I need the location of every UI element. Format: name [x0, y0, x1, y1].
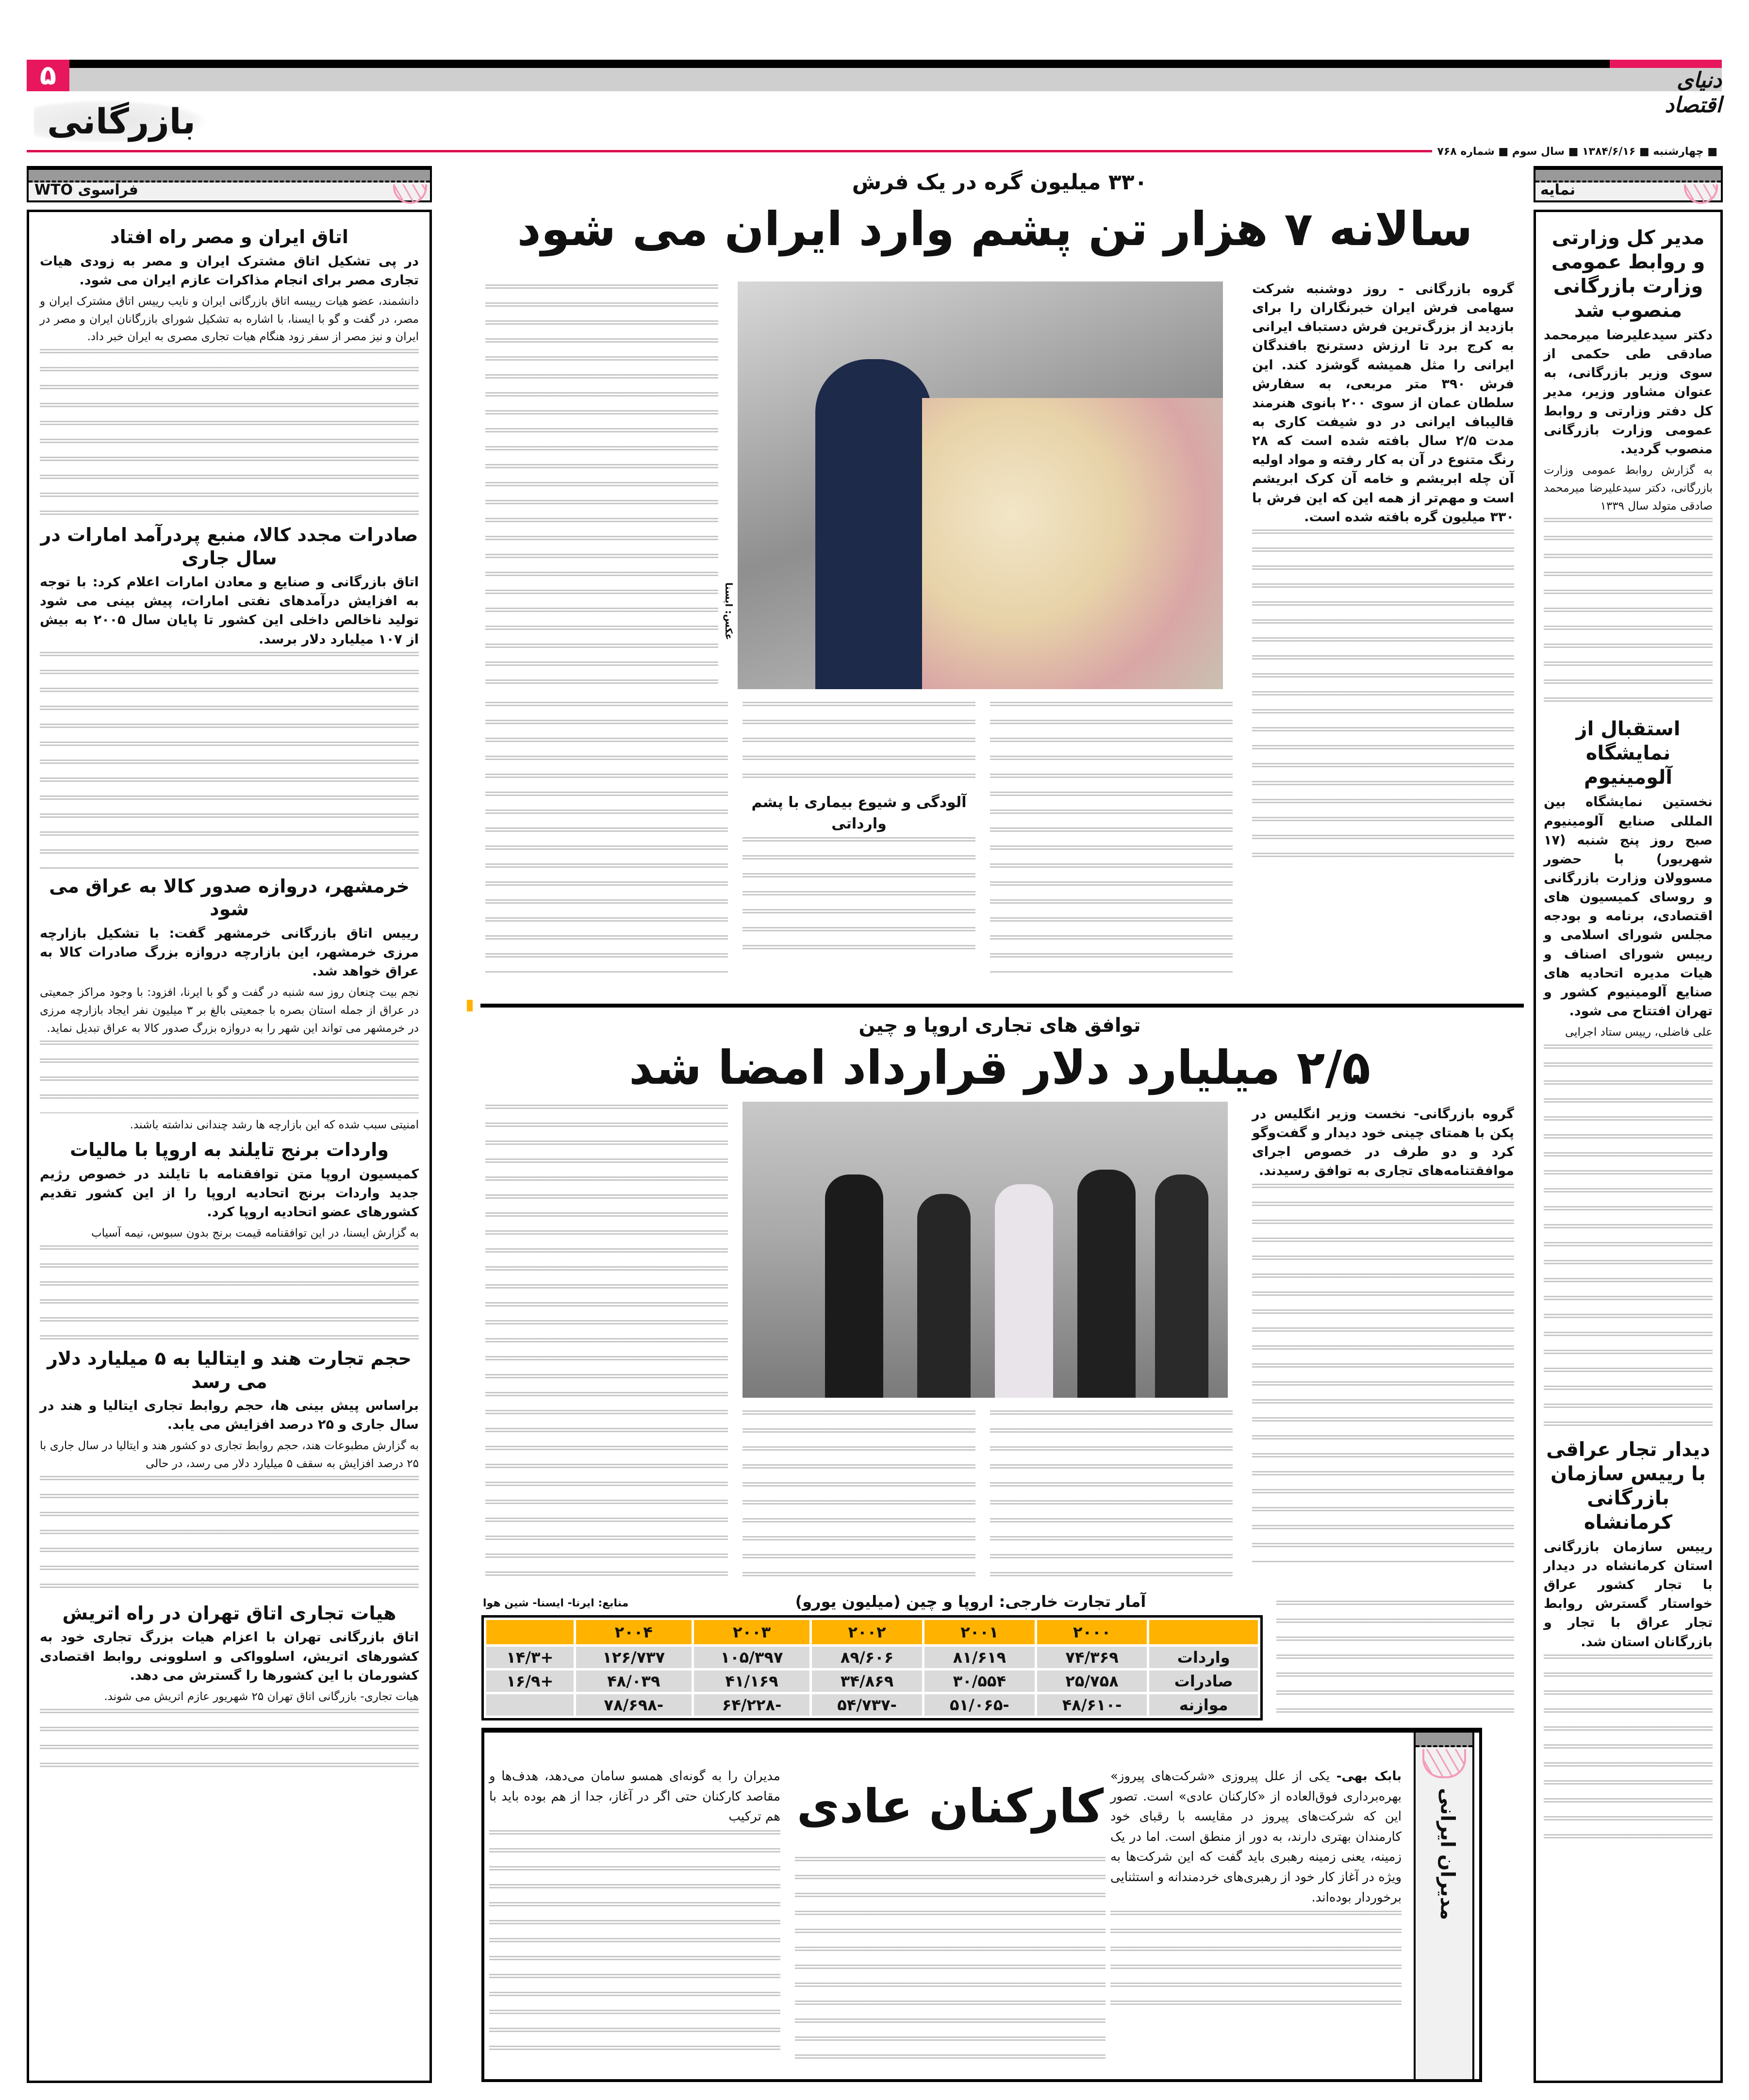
- article-headline: سالانه ۷ هزار تن پشم وارد ایران می شود: [517, 202, 1473, 256]
- news-body: علی فاضلی، رییس ستاد اجرایی: [1565, 1026, 1713, 1039]
- person-figure: [825, 1174, 883, 1398]
- globe-icon: [1684, 184, 1718, 204]
- article-lead-column: [1252, 1102, 1514, 1565]
- wool-bales: [922, 398, 1223, 689]
- article-column: [485, 281, 718, 690]
- article-column: [1276, 1598, 1514, 1720]
- news-lead: اتاق بازرگانی و صنایع و معادن امارات اعلام کرد: با توجه به افزایش درآمدهای نفتی امارات، پیش بینی می شود تولید ناخالص داخلی این کشور تا پایان سال ۲۰۰۵ به بیش از ۱۰۷ میلیارد دلار برسد.: [40, 575, 419, 647]
- article-column: [990, 699, 1233, 976]
- table-cell: ۸۹/۶۰۶: [812, 1647, 922, 1668]
- feature-column: [1110, 1767, 1402, 2020]
- news-body: به گزارش روابط عمومی وزارت بازرگانی، دکتر سیدعلیرضا میرمحمد صادقی متولد سال ۱۳۳۹: [1544, 463, 1713, 513]
- news-body: دانشمند، عضو هیات رییسه اتاق بازرگانی ایران و نایب رییس اتاق مشترک ایران و مصر، در گفت و گو با ایسنا، با اشاره به تشکیل شورای بازرگانان ایران و مصر در ایران و نیز مصر از سفر زود هنگام هیات تجاری مصری به ایران خبر داد.: [40, 295, 419, 344]
- row-label: واردات: [1149, 1647, 1258, 1668]
- article-column: [742, 699, 975, 961]
- column-label: فراسوی WTO: [34, 182, 138, 198]
- column-header: ۲۰۰۳: [694, 1620, 809, 1644]
- wool-photo: [738, 281, 1223, 689]
- byline: بابک بهی-: [1336, 1769, 1402, 1784]
- masthead-band: [69, 68, 1722, 91]
- person-figure: [1155, 1174, 1208, 1398]
- accent-block: [1610, 60, 1722, 68]
- right-column-header: [1534, 166, 1723, 202]
- trade-table: [481, 1615, 1263, 1720]
- table-header-row: [486, 1620, 1258, 1644]
- news-title: استقبال از نمایشگاه آلومینیوم: [1576, 718, 1681, 789]
- table-cell: -۷۸/۶۹۸: [576, 1694, 692, 1716]
- column-label: نمایه: [1540, 182, 1576, 198]
- news-item: [40, 1602, 419, 1767]
- article-column: [990, 1407, 1233, 1588]
- table-cell: ۳۴/۸۶۹: [812, 1670, 922, 1692]
- news-lead: رییس اتاق بازرگانی خرمشهر گفت: با تشکیل بازارچه مرزی خرمشهر، این بازارچه دروازه بزرگ صادرات کالا به عراق خواهد شد.: [40, 926, 419, 979]
- news-lead: براساس پیش بینی ها، حجم روابط تجاری ایتالیا و هند در سال جاری و ۲۵ درصد افزایش می یابد.: [40, 1398, 419, 1433]
- table-cell: ۱۲۶/۷۳۷: [576, 1647, 692, 1668]
- news-item: [1544, 1438, 1713, 1849]
- news-lead: نخستین نمایشگاه بین المللی صنایع آلومینیوم صبح روز پنج شنبه (۱۷ شهریور) با حضور مسوولان وزارت بازرگانی و روسای کمیسیون های اقتصادی، برنامه و بودجه مجلس شورای اسلامی و رییس شورای اصناف و هیات مدیره اتحادیه های صنایع آلومینیوم کشور و تهران افتتاح می شود.: [1544, 794, 1713, 1019]
- feature-title: کارکنان عادی: [796, 1779, 1104, 1834]
- person-figure: [995, 1184, 1053, 1398]
- photo-credit: عکس: ایسنا: [723, 582, 735, 640]
- article-divider: [480, 1004, 1524, 1008]
- news-lead: رییس سازمان بازرگانی استان کرمانشاه در دیدار با تجار کشور عراق خواستار گسترش روابط تجار عراق با تجار و بازرگانان استان شد.: [1544, 1539, 1713, 1650]
- article-lead-column: [1252, 277, 1514, 872]
- article-column: [485, 1102, 728, 1588]
- table-cell: +۱۶/۹: [486, 1670, 574, 1692]
- news-body: امنیتی سبب شده که این بازارچه ها رشد چندانی نداشته باشند.: [130, 1118, 419, 1131]
- column-header: ۲۰۰۲: [812, 1620, 922, 1644]
- article-lead: گروه بازرگانی - روز دوشنبه شرکت سهامی فرش ایران خبرنگاران را برای بازدید از بزرگ‌ترین فرش دستباف ایرانی به کرج برد تا ارزش دسترنج بافندگان ایرانی را مثل همیشه گوشزد کند. این فرش ۳۹۰ متر مربعی، به سفارش سلطان عمان از سوی ۲۰۰ بانوی هنرمند قالیباف ایرانی در دو شیفت کاری به مدت ۲/۵ سال بافته شده است که ۲۸ رنگ متنوع در آن به کار رفته و مواد اولیه آن چله ابریشم و خامه آن کرک ابریشم است و مهم‌تر از همه این که این فرش با ۳۳۰ میلیون گره بافته شده است.: [1252, 281, 1514, 525]
- news-body: به گزارش ایسنا، در این توافقنامه قیمت برنج بدون سبوس، نیمه آسیاب: [91, 1227, 419, 1240]
- person-figure: [917, 1194, 971, 1398]
- feature-body: مدیران را به گونه‌ای همسو سامان می‌دهد، هدف‌ها و مقاصد کارکنان حتی اگر در آغاز، جدا از هم بوده باید با هم ترکیب: [489, 1769, 780, 1824]
- right-column-news: [1534, 210, 1723, 2083]
- news-title: هیات تجاری اتاق تهران در راه اتریش: [62, 1602, 396, 1624]
- news-lead: اتاق بازرگانی تهران با اعزام هیات بزرگ تجاری خود به کشورهای اتریش، اسلوواکی و اسلوونی روابط اقتصادی کشورمان با این کشورها را گسترش می دهد.: [40, 1630, 419, 1683]
- table-cell: ۷۴/۳۶۹: [1037, 1647, 1147, 1668]
- newspaper-logo: دنیای اقتصاد: [1665, 68, 1722, 117]
- article-headline: ۲/۵ میلیارد دلار قرارداد امضا شد: [629, 1041, 1370, 1095]
- table-cell: -۵۴/۷۳۷: [812, 1694, 922, 1716]
- column-header: ۲۰۰۰: [1037, 1620, 1147, 1644]
- news-body: نجم بیت چنعان روز سه شنبه در گفت و گو با ایرنا، افزود: با وجود مراکز جمعیتی در عراق از جمله استان بصره با جمعیتی بالغ بر ۳ میلیون نفر ایجاد بازارچه مرزی در خرمشهر می تواند این شهر را به دروازه بزرگ صدور کالا به عراق تبدیل نماید.: [40, 986, 419, 1035]
- feature-column: [795, 1854, 1106, 2064]
- news-title: خرمشهر، دروازه صدور کالا به عراق می شود: [49, 875, 410, 920]
- news-title: مدیر کل وزارتی و روابط عمومی وزارت بازرگانی منصوب شد: [1551, 227, 1705, 322]
- table-cell: ۲۵/۷۵۸: [1037, 1670, 1147, 1692]
- news-title: واردات برنج تایلند به اروپا با مالیات: [70, 1139, 389, 1161]
- dateline: ■ چهارشنبه ■ ۱۳۸۴/۶/۱۶ ■ سال سوم ■ شماره ۷۶۸: [1432, 146, 1722, 158]
- news-body: به گزارش مطبوعات هند، حجم روابط تجاری دو کشور هند و ایتالیا در سال جاری با ۲۵ درصد افزایش به سقف ۵ میلیارد دلار می رسد، در حالی: [40, 1439, 419, 1471]
- left-column-header: [27, 166, 432, 202]
- table-cell: ۸۱/۶۱۹: [924, 1647, 1035, 1668]
- article-kicker: ۳۳۰ میلیون گره در یک فرش: [852, 170, 1148, 195]
- feature-lead: یکی از علل پیروزی «شرکت‌های پیروز» بهره‌برداری فوق‌العاده از «کارکنان عادی» است. تصور این که شرکت‌های پیروز در مقایسه با رقبای خود کارمندان بهتری دارند، به دور از منطق است. اما در یک زمینه، یعنی زمینه رهبری باید گفت که این شرکت‌ها به ویژه در آغاز کار خود از رهبری‌های خردمندانه و استثنایی برخوردار بوده‌اند.: [1110, 1769, 1402, 1905]
- table-source: منابع: ایرنا- ایسنا- شین هوا: [483, 1597, 629, 1609]
- table-cell: -۵۱/۰۶۵: [924, 1694, 1035, 1716]
- person-figure: [815, 359, 932, 689]
- leaders-meeting-photo: [742, 1102, 1228, 1398]
- article-column: [742, 1407, 975, 1588]
- news-title: حجم تجارت هند و ایتالیا به ۵ میلیارد دلار می رسد: [47, 1348, 412, 1392]
- table-cell: ۳۰/۵۵۴: [924, 1670, 1035, 1692]
- article-kicker: توافق های تجاری اروپا و چین: [858, 1014, 1141, 1037]
- article-lead: گروه بازرگانی- نخست وزیر انگلیس در پکن با همتای چینی خود دیدار و گفت‌وگو کرد و دو طرف در خصوص اجرای موافقتنامه‌های تجاری به توافق رسیدند.: [1252, 1107, 1514, 1179]
- news-title: اتاق ایران و مصر راه افتاد: [110, 226, 348, 248]
- column-header: ۲۰۰۴: [576, 1620, 692, 1644]
- table-cell: [486, 1694, 574, 1716]
- news-item: [40, 875, 419, 1134]
- news-lead: دکتر سیدعلیرضا میرمحمد صادقی طی حکمی از سوی وزیر بازرگانی، به عنوان مشاور وزیر، مدیر کل دفتر وزارتی و روابط عمومی وزارت بازرگانی منصوب گردید.: [1544, 328, 1713, 457]
- page-number: ۵: [27, 60, 69, 91]
- article-column: [485, 699, 728, 976]
- table-cell: ۴۱/۱۶۹: [694, 1670, 809, 1692]
- table-row: [486, 1647, 1258, 1668]
- table-cell: ۴۸/۰۳۹: [576, 1670, 692, 1692]
- table-cell: ۱۰۵/۳۹۷: [694, 1647, 809, 1668]
- accent-marker: [467, 1000, 473, 1011]
- feature-side-strip: [1414, 1733, 1474, 2079]
- left-column-news: [27, 210, 432, 2083]
- news-item: [40, 524, 419, 870]
- person-figure: [1077, 1170, 1136, 1398]
- globe-icon: [393, 184, 427, 204]
- news-item: [1544, 717, 1713, 1432]
- row-label: صادرات: [1149, 1670, 1258, 1692]
- feature-box: [481, 1728, 1482, 2082]
- column-header: ۲۰۰۱: [924, 1620, 1035, 1644]
- table-row: [486, 1670, 1258, 1692]
- news-item: [1544, 226, 1713, 712]
- column-header: [486, 1620, 574, 1644]
- table-title: آمار تجارت خارجی: اروپا و چین (میلیون یورو): [795, 1592, 1146, 1611]
- table-cell: -۴۸/۶۱۰: [1037, 1694, 1147, 1716]
- table-row: [486, 1694, 1258, 1716]
- news-title: صادرات مجدد کالا، منبع پردرآمد امارات در سال جاری: [40, 524, 418, 569]
- feature-label: مدیران ایرانی: [1436, 1788, 1459, 1920]
- globe-icon: [1422, 1749, 1466, 1778]
- masthead-bar: [69, 60, 1610, 68]
- row-label: موازنه: [1149, 1694, 1258, 1716]
- section-title: بازرگانی: [34, 99, 209, 143]
- news-item: [40, 1347, 419, 1597]
- column-header: [1149, 1620, 1258, 1644]
- news-lead: در پی تشکیل اتاق مشترک ایران و مصر به زودی هیات تجاری مصر برای انجام مذاکرات عازم ایران می شود.: [40, 253, 419, 288]
- news-item: [40, 1139, 419, 1342]
- news-title: دیدار تجار عراقی با رییس سازمان بازرگانی کرمانشاه: [1546, 1438, 1710, 1534]
- table-cell: +۱۴/۳: [486, 1647, 574, 1668]
- article-subhead: آلودگی و شیوع بیماری با پشم وارداتی: [751, 794, 967, 832]
- news-item: [40, 226, 419, 519]
- news-lead: کمیسیون اروپا متن توافقنامه با تایلند در خصوص رژیم جدید واردات برنج اتحادیه اروپا را از این کشور تقدیم کشورهای عضو اتحادیه اروپا کرد.: [40, 1166, 419, 1220]
- table-cell: -۶۴/۲۲۸: [694, 1694, 809, 1716]
- feature-column: [489, 1767, 780, 2066]
- news-body: هیات تجاری- بازرگانی اتاق تهران ۲۵ شهریور عازم اتریش می شوند.: [104, 1690, 419, 1703]
